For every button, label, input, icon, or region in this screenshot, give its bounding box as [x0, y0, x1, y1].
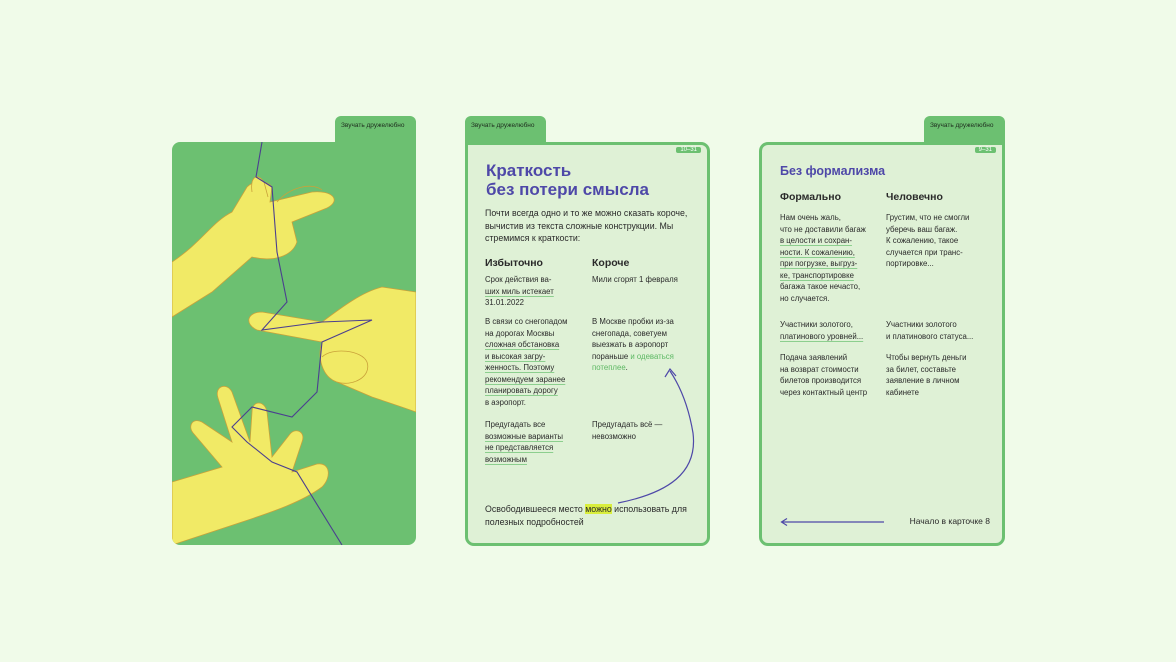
text-line: при погрузке, выгруз- [780, 259, 858, 268]
text-line: Участники золотого, [780, 320, 853, 329]
text-line: ности. К сожалению, [780, 247, 855, 257]
bottom-note [485, 503, 705, 529]
text-line: Нам очень жаль, [780, 213, 841, 222]
text-line: невозможно [592, 431, 636, 441]
text-line: Мили сгорят 1 февраля [592, 275, 678, 284]
text-line: на возврат стоимости [780, 364, 859, 374]
curved-arrow-icon [608, 363, 698, 508]
no-formalism-card [759, 142, 1005, 546]
text-line: и высокая загру- [485, 351, 546, 361]
text-line: снегопада, советуем [592, 328, 667, 338]
column-header-human: Человечно [886, 191, 943, 203]
card-title: Без формализма [780, 164, 886, 178]
text-line: выезжать в аэропорт [592, 340, 669, 349]
column-header-formal: Формально [780, 191, 842, 203]
text-line: пораньше [592, 351, 631, 361]
text-line: возможным [485, 454, 527, 464]
text-line: Подача заявлений [780, 353, 848, 362]
page-number: 9–31 [975, 147, 996, 153]
text-line: через контактный центр [780, 387, 868, 397]
example-formal-2 [780, 319, 863, 342]
example-redundant-3 [485, 419, 563, 465]
page-number: 10–31 [676, 147, 701, 153]
card-tab [335, 116, 416, 143]
text-line: кабинете [886, 387, 919, 397]
text-line: Участники золотого [886, 320, 957, 329]
text-line: сложная обстановка [485, 340, 560, 349]
text-line: ке, транспортировке [780, 270, 854, 280]
highlighted-addition: потеплее [592, 363, 626, 372]
intro-text: Почти всегда одно и то же можно сказать короче, вычистив из текста сложные конструкции. Мы стремимся к краткости: [485, 208, 688, 243]
text-line: Предугадать все [485, 420, 546, 429]
back-to-card-link[interactable] [780, 515, 990, 529]
text-line: случается при транс- [886, 247, 963, 257]
text-line: 31.01.2022 [485, 298, 525, 307]
example-short-1 [592, 274, 678, 286]
text-line: портировке... [886, 259, 934, 268]
tab-label: Звучать дружелюбно [471, 122, 535, 129]
tab-label: Звучать дружелюбно [930, 122, 994, 129]
example-human-2 [886, 319, 973, 342]
text-line: что не доставили багаж [780, 224, 866, 234]
example-formal-3 [780, 352, 867, 398]
example-formal-1 [780, 212, 866, 304]
text-line: багажа такое нечасто, [780, 282, 861, 291]
example-human-1 [886, 212, 969, 270]
title-line: Краткость [486, 161, 572, 180]
title-line: без потери смысла [486, 180, 649, 199]
text-line: . [625, 363, 628, 372]
text-line: возможные варианты [485, 431, 564, 441]
text-line: В связи со снегопадом [485, 317, 568, 326]
text-line: ших миль истекает [485, 286, 554, 296]
text-line: уберечь ваш багаж. [886, 224, 958, 234]
brevity-card [465, 142, 710, 546]
example-redundant-2 [485, 316, 567, 408]
text-line: на дорогах Москвы [485, 328, 555, 338]
text-line: В Москве пробки из-за [592, 317, 674, 326]
text-line: Грустим, что не смогли [886, 213, 970, 222]
text-segment: Освободившееся место [485, 504, 586, 514]
text-line: Предугадать всё — [592, 420, 663, 429]
text-line: планировать дорогу [485, 386, 558, 395]
arrow-left-icon [780, 518, 885, 526]
hands-with-string-illustration [172, 142, 416, 545]
text-segment: использовать для полезных подробностей [485, 504, 687, 527]
text-line: в целости и сохран- [780, 236, 852, 245]
text-line: Чтобы вернуть деньги [886, 353, 967, 362]
highlighted-addition: и одеваться [630, 351, 674, 361]
card-title [486, 161, 649, 199]
column-header-shorter: Короче [592, 257, 630, 269]
example-redundant-1 [485, 274, 554, 309]
text-line: но случается. [780, 293, 830, 303]
text-line: женность. Поэтому [485, 363, 555, 372]
text-line: Срок действия ва- [485, 275, 552, 284]
example-human-3 [886, 352, 966, 398]
card-tab [924, 116, 1005, 143]
tab-label: Звучать дружелюбно [341, 122, 405, 129]
card-tab [465, 116, 546, 143]
highlighted-word: можно [585, 504, 612, 514]
text-line: заявление в личном [886, 376, 960, 385]
text-line: за билет, составьте [886, 364, 957, 374]
text-line: платинового уровней... [780, 331, 864, 341]
text-line: К сожалению, такое [886, 236, 959, 245]
column-header-redundant: Избыточно [485, 257, 543, 269]
nav-label: Начало в карточке 8 [909, 516, 990, 526]
text-line: в аэропорт. [485, 397, 526, 407]
text-line: билетов производится [780, 376, 862, 385]
illustration-card [172, 142, 416, 545]
text-line: рекомендуем заранее [485, 374, 566, 384]
text-line: и платинового статуса... [886, 331, 974, 341]
text-line: не представляется [485, 443, 554, 452]
